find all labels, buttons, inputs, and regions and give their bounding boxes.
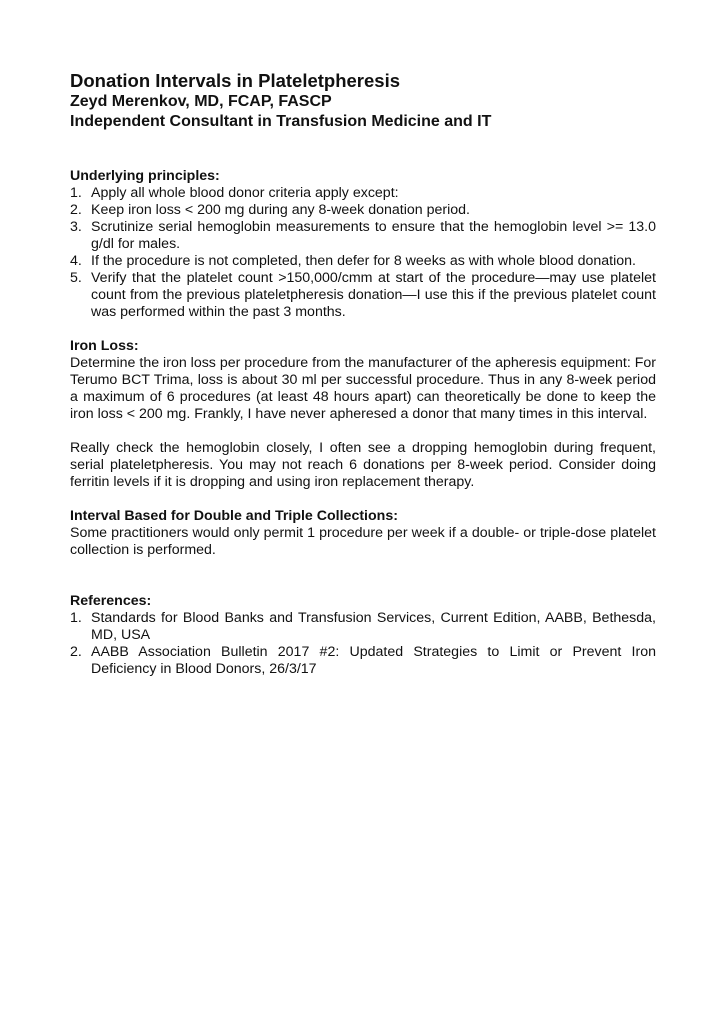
list-item: 3. Scrutinize serial hemoglobin measurements to ensure that the hemoglobin level >= 13.0 g/dl for males. xyxy=(70,219,656,252)
author-line: Zeyd Merenkov, MD, FCAP, FASCP xyxy=(70,93,332,110)
iron-loss-heading: Iron Loss: xyxy=(70,338,139,354)
affiliation-line: Independent Consultant in Transfusion Medicine and IT xyxy=(70,113,492,130)
references-heading: References: xyxy=(70,593,152,609)
principles-section xyxy=(70,168,656,321)
references-list xyxy=(70,610,656,678)
interval-section xyxy=(70,508,656,559)
interval-heading: Interval Based for Double and Triple Collections: xyxy=(70,508,398,524)
document-title: Donation Intervals in Plateletpheresis xyxy=(70,70,401,91)
document-page xyxy=(70,70,656,678)
list-item: 5. Verify that the platelet count >150,000/cmm at start of the procedure—may use platelet count from the previous plateletpheresis donation—I use this if the previous platelet count was performed within the past 3 months. xyxy=(70,270,656,320)
list-item: 4. If the procedure is not completed, then defer for 8 weeks as with whole blood donation. xyxy=(70,253,636,269)
principles-heading: Underlying principles: xyxy=(70,168,220,184)
iron-loss-paragraph-2: Really check the hemoglobin closely, I often see a dropping hemoglobin during frequent, serial plateletpheresis. You may not reach 6 donations per 8-week period. Consider doing ferritin levels if it is dropping and using iron replacement therapy. xyxy=(70,440,656,490)
iron-loss-paragraph-1: Determine the iron loss per procedure from the manufacturer of the apheresis equipment: For Terumo BCT Trima, loss is about 30 ml per successful procedure. Thus in any 8-week period a maximum of 6 procedures (at least 48 hours apart) can theoretically be done to keep the iron loss < 200 mg. Frankly, I have never apheresed a donor that many times in this interval. xyxy=(70,355,656,422)
reference-item: 2. AABB Association Bulletin 2017 #2: Updated Strategies to Limit or Prevent Iron Deficiency in Blood Donors, 26/3/17 xyxy=(70,644,656,677)
interval-paragraph: Some practitioners would only permit 1 procedure per week if a double- or triple-dose platelet collection is performed. xyxy=(70,525,656,558)
list-item: 1. Apply all whole blood donor criteria apply except: xyxy=(70,185,399,201)
principles-list xyxy=(70,185,656,321)
iron-loss-section xyxy=(70,338,656,491)
references-section xyxy=(70,593,656,678)
list-item: 2. Keep iron loss < 200 mg during any 8-week donation period. xyxy=(70,202,470,218)
reference-item: 1. Standards for Blood Banks and Transfusion Services, Current Edition, AABB, Bethesda, MD, USA xyxy=(70,610,656,643)
